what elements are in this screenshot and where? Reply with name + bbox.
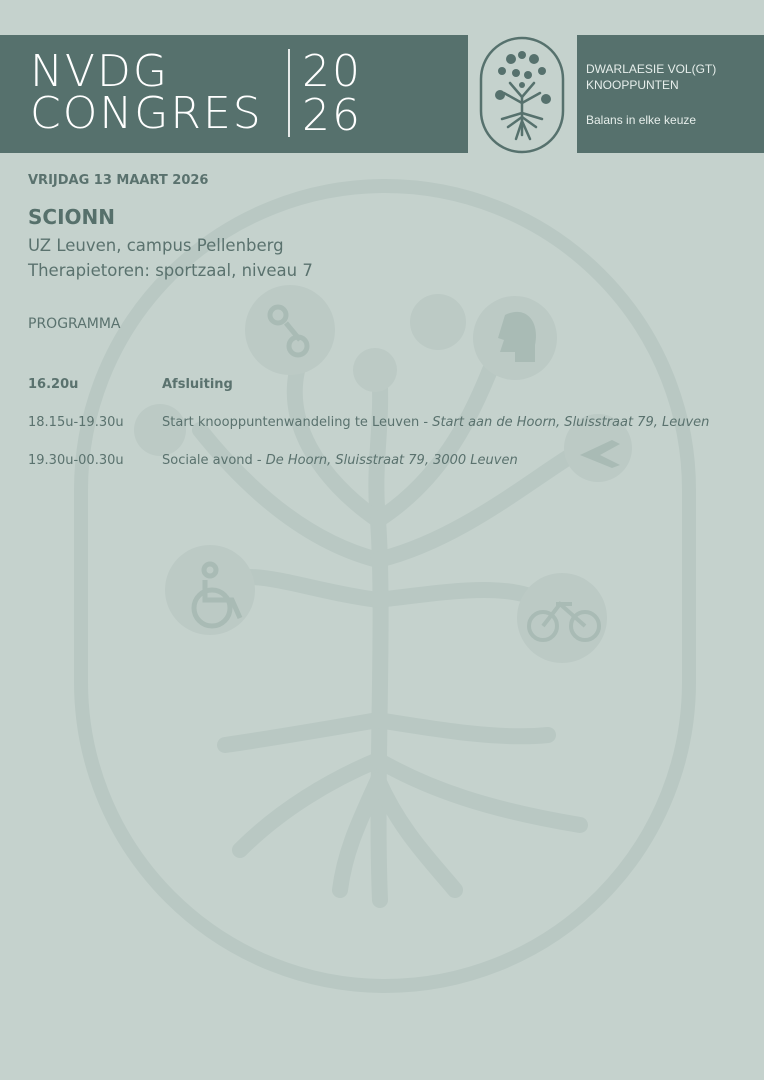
program-time: 16.20u bbox=[28, 377, 79, 392]
tagline: Balans in elke keuze bbox=[586, 113, 697, 127]
program-heading: PROGRAMMA bbox=[28, 316, 121, 332]
congress-title-line1: NVDG bbox=[30, 46, 169, 97]
program-description bbox=[162, 453, 518, 468]
congress-logo bbox=[476, 35, 568, 155]
location-line1: UZ Leuven, campus Pellenberg bbox=[28, 236, 284, 255]
title-divider bbox=[288, 49, 290, 137]
congress-title-line2: CONGRES bbox=[30, 88, 263, 139]
program-location: Start aan de Hoorn, Sluisstraat 79, Leuven bbox=[432, 415, 710, 430]
venue-name: SCIONN bbox=[28, 205, 116, 229]
program-title: Afsluiting bbox=[162, 377, 233, 392]
program-title: Start knooppuntenwandeling te Leuven bbox=[162, 415, 420, 430]
location-line2: Therapietoren: sportzaal, niveau 7 bbox=[28, 261, 313, 280]
program-separator: - bbox=[419, 415, 433, 430]
program-separator: - bbox=[252, 453, 266, 468]
theme-banner bbox=[577, 35, 764, 153]
program-time: 18.15u-19.30u bbox=[28, 415, 124, 430]
event-date: VRIJDAG 13 MAART 2026 bbox=[28, 173, 209, 188]
program-time: 19.30u-00.30u bbox=[28, 453, 124, 468]
year-top: 20 bbox=[302, 46, 362, 97]
program-location: De Hoorn, Sluisstraat 79, 3000 Leuven bbox=[265, 453, 518, 468]
year-bottom: 26 bbox=[302, 90, 362, 141]
tree-logo-icon bbox=[476, 35, 568, 155]
program-description bbox=[162, 415, 709, 430]
program-description bbox=[162, 377, 233, 392]
theme-line2: KNOOPPUNTEN bbox=[586, 78, 679, 92]
program-title: Sociale avond bbox=[162, 453, 253, 468]
theme-line1: DWARLAESIE VOL(GT) bbox=[586, 62, 717, 76]
